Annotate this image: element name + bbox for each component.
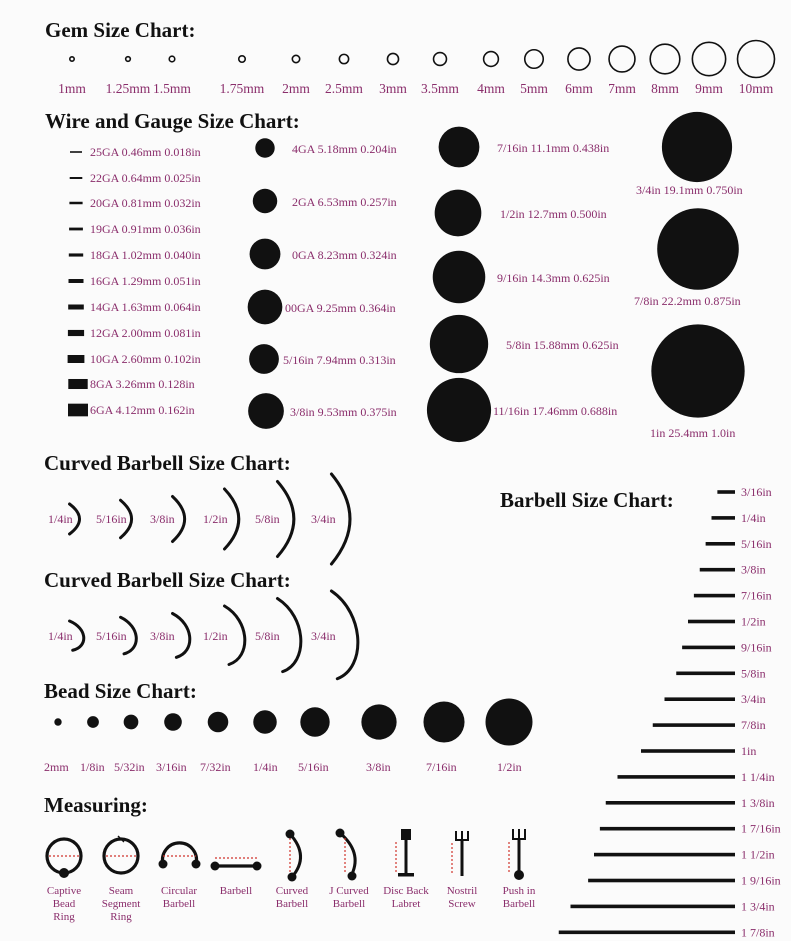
gem-label: 2.5mm <box>325 81 363 96</box>
bead-circle <box>423 701 464 742</box>
bead-ball <box>514 870 524 880</box>
measuring-caption: Bead <box>52 898 76 910</box>
seam-segment-ring-icon <box>104 839 138 873</box>
measuring-caption: Nostril <box>446 885 478 897</box>
gauge-label: 16GA 1.29mm 0.051in <box>90 274 201 288</box>
bead-circle <box>253 710 276 733</box>
gem-label: 1.5mm <box>153 81 191 96</box>
gem-circle <box>650 44 680 74</box>
barbell-bar <box>717 490 735 494</box>
gauge-label: 1/2in 12.7mm 0.500in <box>500 207 607 221</box>
gem-label: 3.5mm <box>421 81 459 96</box>
gem-circle <box>434 53 447 66</box>
gem-circle <box>387 53 398 64</box>
bead-label: 2mm <box>44 760 69 774</box>
barbell-size-chart <box>559 485 781 939</box>
barbell-bar <box>712 516 736 520</box>
barbell-label: 7/16in <box>741 588 772 603</box>
bead-label: 3/16in <box>156 760 187 774</box>
measuring-caption: Barbell <box>162 898 196 910</box>
curved-chart-title-1: Curved Barbell Size Chart: <box>44 451 291 475</box>
gauge-label: 2GA 6.53mm 0.257in <box>292 195 397 209</box>
gem-circle <box>239 56 245 62</box>
bead-ball <box>192 860 201 869</box>
gauge-circle <box>248 393 284 429</box>
bead-ball <box>253 862 262 871</box>
gem-circle <box>568 48 590 70</box>
curved-barbell-label: 1/2in <box>203 629 228 643</box>
curved-barbell-chart-1 <box>48 474 350 564</box>
gauge-bar <box>70 177 83 179</box>
curved-barbell-shape <box>173 614 190 658</box>
curved-barbell-label: 3/4in <box>311 629 336 643</box>
bead-circle <box>124 715 139 730</box>
gauge-label: 0GA 8.23mm 0.324in <box>292 248 397 262</box>
curved-barbell-label: 5/8in <box>255 512 280 526</box>
curved-barbell-label: 3/8in <box>150 512 175 526</box>
barbell-bar <box>676 672 735 676</box>
gauge-label: 1in 25.4mm 1.0in <box>650 426 736 440</box>
gem-label: 3mm <box>379 81 407 96</box>
curved-barbell-icon <box>290 834 301 877</box>
gauge-bar <box>69 279 84 283</box>
curved-barbell-shape <box>277 482 293 557</box>
measuring-caption: Circular <box>160 885 198 897</box>
measuring-caption: Barbell <box>275 898 309 910</box>
gauge-bar <box>68 355 85 363</box>
barbell-label: 9/16in <box>741 640 772 655</box>
gem-circle <box>339 54 348 63</box>
barbell-label: 1 7/16in <box>741 821 781 836</box>
gauge-bar <box>70 151 82 153</box>
measuring-caption: Labret <box>391 898 421 910</box>
bead-label: 1/4in <box>253 760 278 774</box>
gauge-label: 25GA 0.46mm 0.018in <box>90 145 201 159</box>
barbell-label: 3/4in <box>741 692 766 707</box>
gem-circle <box>609 46 635 72</box>
barbell-bar <box>706 542 735 546</box>
wire-gauge-chart <box>68 112 745 442</box>
bead-label: 7/32in <box>200 760 231 774</box>
bead-circle <box>300 707 329 736</box>
gauge-label: 7/8in 22.2mm 0.875in <box>634 294 741 308</box>
barbell-label: 1 3/8in <box>741 795 775 810</box>
gem-label: 5mm <box>520 81 548 96</box>
measuring-caption: Push in <box>502 885 536 897</box>
barbell-bar <box>641 749 735 753</box>
gem-circle <box>70 57 74 61</box>
labret-top <box>401 829 411 840</box>
gauge-bar <box>68 330 84 336</box>
barbell-bar <box>594 853 735 857</box>
bead-ball <box>288 873 297 882</box>
barbell-bar <box>688 620 735 624</box>
wire-chart-title: Wire and Gauge Size Chart: <box>45 109 300 133</box>
barbell-label: 3/16in <box>741 485 772 499</box>
curved-barbell-label: 3/4in <box>311 512 336 526</box>
gauge-circle <box>430 315 488 373</box>
circular-barbell-icon <box>163 843 197 864</box>
gauge-label: 5/16in 7.94mm 0.313in <box>283 353 396 367</box>
barbell-bar <box>665 697 736 701</box>
gauge-bar <box>68 379 87 389</box>
barbell-label: 1 9/16in <box>741 873 781 888</box>
barbell-label: 5/16in <box>741 536 772 551</box>
bead-label: 1/2in <box>497 760 522 774</box>
gauge-label: 22GA 0.64mm 0.025in <box>90 171 201 185</box>
gauge-label: 6GA 4.12mm 0.162in <box>90 403 195 417</box>
bead-label: 5/16in <box>298 760 329 774</box>
barbell-bar <box>571 905 736 909</box>
gauge-label: 12GA 2.00mm 0.081in <box>90 326 201 340</box>
curved-barbell-label: 1/4in <box>48 512 73 526</box>
curved-barbell-label: 5/16in <box>96 629 127 643</box>
gem-label: 8mm <box>651 81 679 96</box>
gem-label: 10mm <box>738 81 774 96</box>
bead-circle <box>361 704 396 739</box>
gauge-circle <box>249 344 279 374</box>
barbell-label: 1 1/2in <box>741 847 775 862</box>
barbell-bar <box>653 723 735 727</box>
gem-label: 6mm <box>565 81 593 96</box>
gem-label: 1.75mm <box>219 81 265 96</box>
barbell-bar <box>606 801 735 805</box>
barbell-label: 1in <box>741 744 757 758</box>
gauge-circle <box>255 138 274 157</box>
barbell-bar <box>559 931 735 935</box>
gauge-label: 11/16in 17.46mm 0.688in <box>493 404 618 418</box>
nostril-prongs <box>455 831 469 840</box>
barbell-bar <box>682 646 735 650</box>
gauge-bar <box>69 228 83 231</box>
barbell-chart-title: Barbell Size Chart: <box>500 488 674 512</box>
curved-barbell-chart-2 <box>48 591 358 679</box>
gauge-circle <box>253 189 277 213</box>
measuring-caption: Barbell <box>332 898 366 910</box>
gauge-circle <box>651 324 744 417</box>
bead-ball <box>59 868 69 878</box>
barbell-label: 1/4in <box>741 510 766 525</box>
j-curved-barbell-icon <box>340 833 355 874</box>
curved-barbell-label: 5/8in <box>255 629 280 643</box>
bead-ball <box>159 860 168 869</box>
gauge-label: 10GA 2.60mm 0.102in <box>90 352 201 366</box>
gauge-bar <box>69 253 83 256</box>
bead-ball <box>211 862 220 871</box>
gauge-circle <box>433 251 486 304</box>
bead-ball <box>286 830 295 839</box>
measuring-caption: Disc Back <box>383 885 429 897</box>
gauge-bar <box>69 202 82 204</box>
gem-label: 2mm <box>282 81 310 96</box>
barbell-label: 1 3/4in <box>741 899 775 914</box>
gem-circle <box>484 52 499 67</box>
barbell-bar <box>600 827 735 831</box>
curved-barbell-label: 1/2in <box>203 512 228 526</box>
bead-circle <box>486 699 533 746</box>
gauge-circle <box>439 127 480 168</box>
gem-circle <box>692 42 725 75</box>
bead-label: 5/32in <box>114 760 145 774</box>
curved-barbell-label: 3/8in <box>150 629 175 643</box>
measuring-caption: Ring <box>53 911 75 923</box>
bead-ball <box>336 829 345 838</box>
gem-circle <box>169 56 175 62</box>
gauge-label: 18GA 1.02mm 0.040in <box>90 248 201 262</box>
barbell-bar <box>618 775 736 779</box>
gauge-label: 14GA 1.63mm 0.064in <box>90 300 201 314</box>
measuring-guide <box>47 829 536 924</box>
measuring-caption: Segment <box>101 898 141 910</box>
gauge-circle <box>657 208 739 290</box>
bead-chart-title: Bead Size Chart: <box>44 679 197 703</box>
captive-bead-ring-icon <box>47 839 81 873</box>
barbell-label: 1 1/4in <box>741 769 775 784</box>
measuring-caption: J Curved <box>329 885 369 897</box>
curved-barbell-label: 1/4in <box>48 629 73 643</box>
gauge-label: 7/16in 11.1mm 0.438in <box>497 141 610 155</box>
bead-circle <box>208 712 229 733</box>
bead-label: 7/16in <box>426 760 457 774</box>
gauge-label: 19GA 0.91mm 0.036in <box>90 222 201 236</box>
barbell-label: 1/2in <box>741 614 766 629</box>
gauge-circle <box>250 239 281 270</box>
curved-chart-title-2: Curved Barbell Size Chart: <box>44 568 291 592</box>
gem-label: 1mm <box>58 81 86 96</box>
gauge-label: 3/4in 19.1mm 0.750in <box>636 183 743 197</box>
barbell-label: 7/8in <box>741 718 766 733</box>
gauge-circle <box>662 112 732 182</box>
gauge-circle <box>435 190 482 237</box>
measuring-title: Measuring: <box>44 793 148 817</box>
gauge-circle <box>248 290 283 325</box>
barbell-bar <box>588 879 735 883</box>
gauge-label: 8GA 3.26mm 0.128in <box>90 377 195 391</box>
gauge-bar <box>68 404 88 417</box>
bead-label: 1/8in <box>80 760 105 774</box>
gem-label: 9mm <box>695 81 723 96</box>
gem-circle <box>126 57 131 62</box>
bead-circle <box>164 713 182 731</box>
measuring-caption: Captive <box>46 885 82 897</box>
gauge-circle <box>427 378 491 442</box>
gauge-label: 9/16in 14.3mm 0.625in <box>497 271 610 285</box>
gem-circle <box>292 55 299 62</box>
barbell-label: 1 7/8in <box>741 925 775 940</box>
measuring-caption: Screw <box>448 898 476 910</box>
barbell-bar <box>700 568 735 572</box>
measuring-caption: Curved <box>275 885 309 897</box>
bead-size-chart <box>44 699 532 774</box>
labret-disc <box>398 873 414 877</box>
curved-barbell-shape <box>277 599 300 672</box>
gauge-label: 4GA 5.18mm 0.204in <box>292 142 397 156</box>
push-in-prongs <box>512 829 526 839</box>
gem-chart-title: Gem Size Chart: <box>45 18 196 42</box>
measuring-caption: Barbell <box>219 885 253 897</box>
gauge-label: 5/8in 15.88mm 0.625in <box>506 338 619 352</box>
bead-circle <box>54 718 61 725</box>
gem-circle <box>525 50 544 69</box>
gem-label: 7mm <box>608 81 636 96</box>
gem-label: 4mm <box>477 81 505 96</box>
gauge-label: 00GA 9.25mm 0.364in <box>285 301 396 315</box>
gauge-label: 3/8in 9.53mm 0.375in <box>290 405 397 419</box>
bead-ball <box>348 872 357 881</box>
bead-circle <box>87 716 99 728</box>
bead-label: 3/8in <box>366 760 391 774</box>
measuring-caption: Barbell <box>502 898 536 910</box>
barbell-bar <box>694 594 735 598</box>
gem-label: 1.25mm <box>105 81 151 96</box>
gauge-bar <box>68 304 84 309</box>
measuring-caption: Seam <box>108 885 134 897</box>
barbell-label: 5/8in <box>741 666 766 681</box>
gem-circle <box>738 41 775 78</box>
gauge-label: 20GA 0.81mm 0.032in <box>90 196 201 210</box>
measuring-caption: Ring <box>110 911 132 923</box>
barbell-label: 3/8in <box>741 562 766 577</box>
curved-barbell-label: 5/16in <box>96 512 127 526</box>
gem-size-chart <box>58 41 774 97</box>
